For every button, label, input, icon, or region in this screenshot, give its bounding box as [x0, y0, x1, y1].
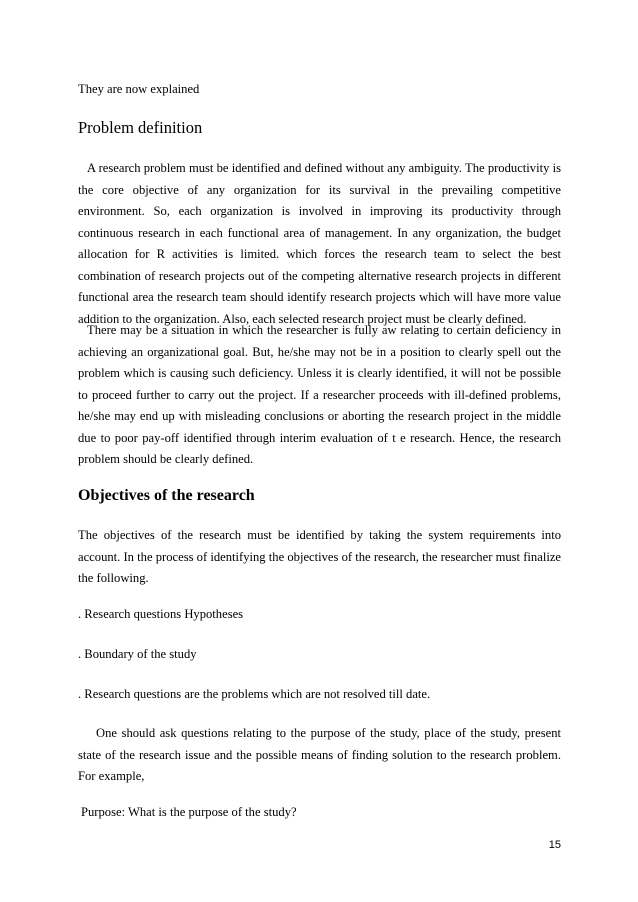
page-number: 15 [548, 839, 561, 851]
list-item: . Research questions are the problems which are not resolved till date. [78, 687, 431, 701]
list-item: . Boundary of the study [78, 647, 197, 661]
paragraph-questions: One should ask questions relating to the purpose of the study, place of the study, present state of the research issue and the possible means of finding solution to the research problem. For example, [78, 726, 561, 783]
intro-line: They are now explained [78, 82, 200, 96]
section-heading-objectives: Objectives of the research [78, 487, 255, 504]
list-item: . Research questions Hypotheses [78, 607, 244, 621]
paragraph-objectives: The objectives of the research must be identified by taking the system requirements into account. In the process of identifying the objectives of the research, the researcher must finalize the following. [78, 528, 561, 585]
paragraph-problem-definition-2: There may be a situation in which the researcher is fully aw relating to certain deficiency in achieving an organizational goal. But, he/she may not be in a position to clearly spell out the problem which is causing such deficiency. Unless it is clearly identified, it will not be possible to proceed further to carry out the project. If a researcher proceeds with ill-defined problems, he/she may end up with misleading conclusions or aborting the research project in the middle due to poor pay-off identified through interim evaluation of t e research. Hence, the research problem should be clearly defined. [78, 323, 561, 466]
paragraph-problem-definition-1: A research problem must be identified and defined without any ambiguity. The productivity is the core objective of any organization for its survival in the prevailing competitive environment. So, each organization is involved in improving its productivity through continuous research in each functional area of management. In any organization, the budget allocation for R activities is limited. which forces the research team to select the best combination of research projects out of the competing alternative research projects in different functional area the research team should identify research projects which will have more value addition to the organization. Also, each selected research project must be clearly defined. [78, 161, 561, 326]
purpose-line: Purpose: What is the purpose of the study? [81, 805, 297, 819]
section-heading-problem-definition: Problem definition [78, 118, 203, 137]
